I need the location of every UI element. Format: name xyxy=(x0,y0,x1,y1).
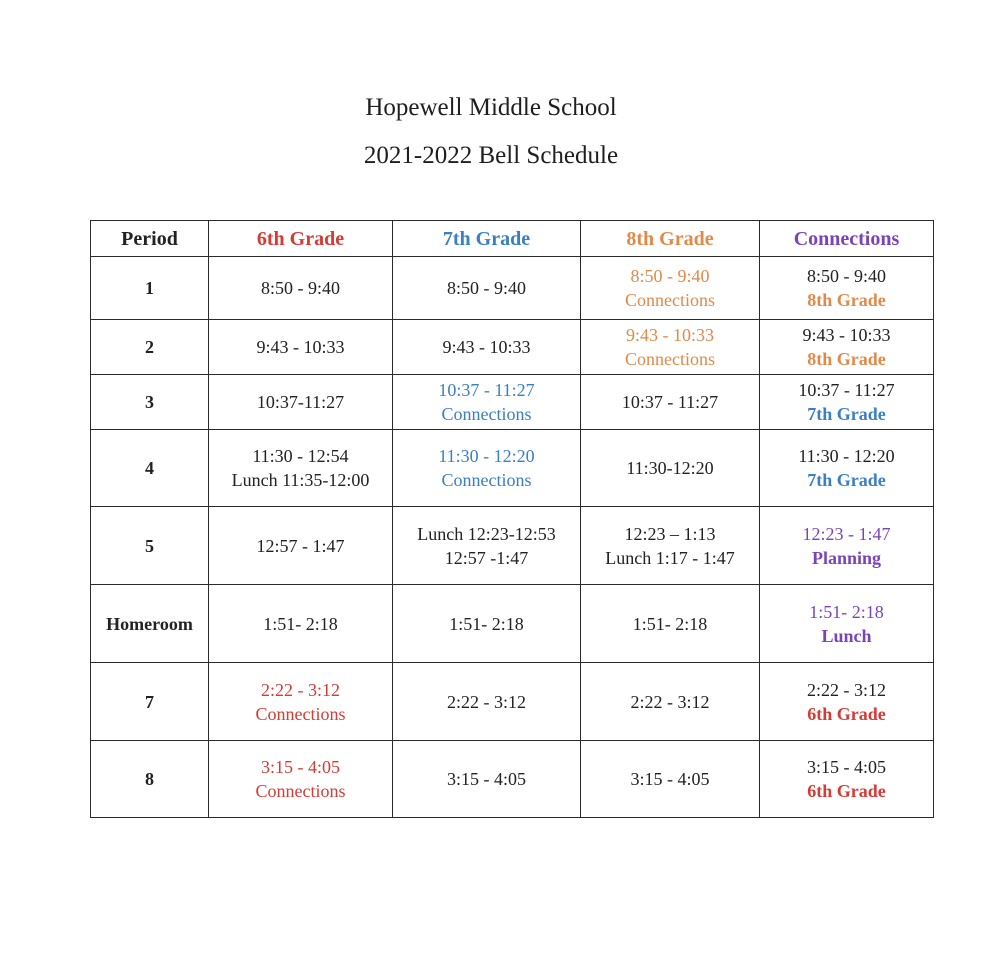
time-text: 9:43 - 10:33 xyxy=(256,337,345,357)
period-cell: 5 xyxy=(91,507,209,585)
seventh-grade-cell xyxy=(393,375,581,430)
time-text: 3:15 - 4:05 xyxy=(630,769,710,789)
header-connections: Connections xyxy=(760,221,934,257)
seventh-grade-cell xyxy=(393,320,581,375)
grade-note: 8th Grade xyxy=(807,349,886,369)
seventh-grade-cell xyxy=(393,257,581,320)
sixth-grade-cell xyxy=(209,257,393,320)
period-cell: 4 xyxy=(91,430,209,507)
time-text: 2:22 - 3:12 xyxy=(447,691,526,712)
sixth-grade-cell xyxy=(209,430,393,507)
table-row xyxy=(91,375,934,430)
seventh-grade-cell xyxy=(393,741,581,818)
lunch-note: Lunch 1:17 - 1:47 xyxy=(605,547,735,568)
time-text: 1:51- 2:18 xyxy=(632,613,708,634)
time-text: 11:30 - 12:20 xyxy=(438,446,535,466)
table-row xyxy=(91,663,934,741)
sixth-grade-cell xyxy=(209,375,393,430)
period-cell: 7 xyxy=(91,663,209,741)
bell-schedule-table xyxy=(90,220,934,818)
connections-cell xyxy=(760,257,934,320)
grade-note: 6th Grade xyxy=(807,781,886,801)
time-text: 10:37 - 11:27 xyxy=(798,380,895,400)
time-text: 2:22 - 3:12 xyxy=(807,679,886,700)
time-text: 11:30-12:20 xyxy=(626,458,714,478)
table-row xyxy=(91,320,934,375)
connections-cell xyxy=(760,663,934,741)
grade-note: 7th Grade xyxy=(807,404,886,424)
time-text: 1:51- 2:18 xyxy=(449,613,524,634)
period-cell: 3 xyxy=(91,375,209,430)
time-text: 10:37-11:27 xyxy=(256,392,345,412)
seventh-grade-cell xyxy=(393,663,581,741)
period-cell: Homeroom xyxy=(91,585,209,663)
eighth-grade-cell xyxy=(581,375,760,430)
table-row xyxy=(91,507,934,585)
lunch-note: Lunch 12:23-12:53 xyxy=(417,523,556,544)
table-row xyxy=(91,257,934,320)
connections-cell xyxy=(760,507,934,585)
time-text: 12:57 - 1:47 xyxy=(256,535,345,556)
lunch-note: Lunch 11:35-12:00 xyxy=(231,470,370,490)
period-cell: 2 xyxy=(91,320,209,375)
time-text: 10:37 - 11:27 xyxy=(621,392,719,412)
sixth-grade-cell xyxy=(209,320,393,375)
eighth-grade-cell xyxy=(581,430,760,507)
time-text: 12:23 – 1:13 xyxy=(624,523,716,544)
eighth-grade-cell xyxy=(581,320,760,375)
time-text: 1:51- 2:18 xyxy=(809,601,884,622)
grade-note: 7th Grade xyxy=(807,470,886,490)
connections-note: Connections xyxy=(255,781,346,801)
planning-note: Planning xyxy=(811,547,882,568)
eighth-grade-cell xyxy=(581,257,760,320)
connections-cell xyxy=(760,320,934,375)
time-text: 8:50 - 9:40 xyxy=(807,266,886,286)
time-text: 8:50 - 9:40 xyxy=(261,278,340,298)
header-8th-grade: 8th Grade xyxy=(581,221,760,257)
sixth-grade-cell xyxy=(209,507,393,585)
connections-cell xyxy=(760,430,934,507)
table-row xyxy=(91,585,934,663)
time-text: 3:15 - 4:05 xyxy=(447,769,526,789)
eighth-grade-cell xyxy=(581,663,760,741)
time-text: 12:23 - 1:47 xyxy=(802,523,891,544)
connections-cell xyxy=(760,741,934,818)
time-text: 12:57 -1:47 xyxy=(444,547,529,568)
table-row xyxy=(91,430,934,507)
seventh-grade-cell xyxy=(393,585,581,663)
eighth-grade-cell xyxy=(581,585,760,663)
time-text: 2:22 - 3:12 xyxy=(630,691,710,712)
time-text: 3:15 - 4:05 xyxy=(261,757,340,777)
schedule-subtitle: 2021-2022 Bell Schedule xyxy=(363,142,619,169)
eighth-grade-cell xyxy=(581,507,760,585)
sixth-grade-cell xyxy=(209,663,393,741)
time-text: 1:51- 2:18 xyxy=(263,613,338,634)
time-text: 8:50 - 9:40 xyxy=(630,266,710,286)
document-header xyxy=(0,84,982,180)
sixth-grade-cell xyxy=(209,585,393,663)
connections-note: Connections xyxy=(255,703,346,724)
period-cell: 8 xyxy=(91,741,209,818)
time-text: 2:22 - 3:12 xyxy=(261,679,340,700)
seventh-grade-cell xyxy=(393,507,581,585)
time-text: 11:30 - 12:20 xyxy=(798,446,895,466)
grade-note: 6th Grade xyxy=(807,703,886,724)
connections-note: Connections xyxy=(625,349,715,369)
header-row xyxy=(91,221,934,257)
time-text: 9:43 - 10:33 xyxy=(442,337,531,357)
school-name: Hopewell Middle School xyxy=(365,94,617,121)
seventh-grade-cell xyxy=(393,430,581,507)
period-cell: 1 xyxy=(91,257,209,320)
connections-note: Connections xyxy=(441,470,532,490)
eighth-grade-cell xyxy=(581,741,760,818)
header-period: Period xyxy=(91,221,209,257)
table-row xyxy=(91,741,934,818)
lunch-note: Lunch xyxy=(821,625,872,646)
time-text: 11:30 - 12:54 xyxy=(252,446,349,466)
time-text: 3:15 - 4:05 xyxy=(807,757,886,777)
header-6th-grade: 6th Grade xyxy=(209,221,393,257)
grade-note: 8th Grade xyxy=(807,290,886,310)
time-text: 9:43 - 10:33 xyxy=(626,325,714,345)
header-7th-grade: 7th Grade xyxy=(393,221,581,257)
sixth-grade-cell xyxy=(209,741,393,818)
connections-cell xyxy=(760,585,934,663)
time-text: 8:50 - 9:40 xyxy=(447,278,526,298)
time-text: 10:37 - 11:27 xyxy=(438,380,535,400)
connections-note: Connections xyxy=(441,404,532,424)
connections-note: Connections xyxy=(625,290,715,310)
connections-cell xyxy=(760,375,934,430)
time-text: 9:43 - 10:33 xyxy=(802,325,891,345)
